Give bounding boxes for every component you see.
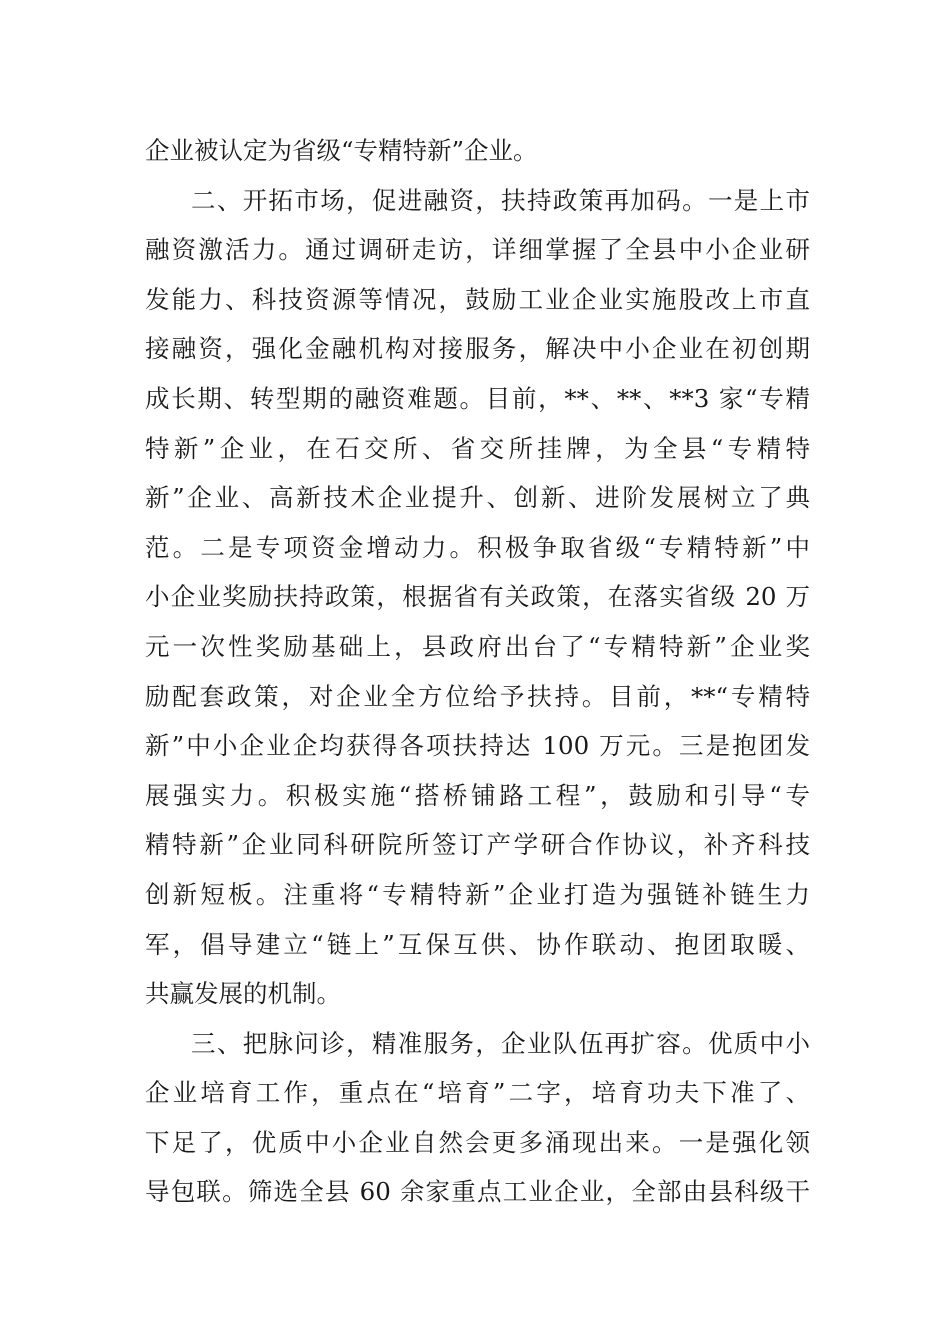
paragraph-2 bbox=[145, 1019, 810, 1217]
text-line: 导包联。筛选全县 60 余家重点工业企业，全部由县科级干 bbox=[145, 1177, 810, 1207]
text-line: 发能力、科技资源等情况，鼓励工业企业实施股改上市直 bbox=[145, 284, 810, 314]
text-line: 励配套政策，对企业全方位给予扶持。目前，**“专精特 bbox=[145, 681, 810, 711]
text-line: 创新短板。注重将“专精特新”企业打造为强链补链生力 bbox=[145, 879, 810, 909]
text-line: 融资激活力。通过调研走访，详细掌握了全县中小企业研 bbox=[145, 235, 810, 265]
text-line: 企业培育工作，重点在“培育”二字，培育功夫下准了、 bbox=[145, 1078, 810, 1108]
text-line: 共赢发展的机制。 bbox=[145, 979, 341, 1009]
paragraph-0 bbox=[145, 126, 810, 176]
text-line: 特新”企业，在石交所、省交所挂牌，为全县“专精特 bbox=[145, 433, 810, 463]
text-line: 下足了，优质中小企业自然会更多涌现出来。一是强化领 bbox=[145, 1127, 810, 1157]
text-line: 新”中小企业企均获得各项扶持达 100 万元。三是抱团发 bbox=[145, 731, 810, 761]
paragraph-1 bbox=[145, 176, 810, 1019]
document-body bbox=[145, 126, 810, 1217]
text-line: 三、把脉问诊，精准服务，企业队伍再扩容。优质中小 bbox=[191, 1028, 810, 1058]
text-line: 二、开拓市场，促进融资，扶持政策再加码。一是上市 bbox=[191, 185, 810, 215]
text-line: 范。二是专项资金增动力。积极争取省级“专精特新”中 bbox=[145, 532, 810, 562]
text-line: 新”企业、高新技术企业提升、创新、进阶发展树立了典 bbox=[145, 483, 810, 513]
text-line: 元一次性奖励基础上，县政府出台了“专精特新”企业奖 bbox=[145, 631, 810, 661]
text-line: 企业被认定为省级“专精特新”企业。 bbox=[145, 136, 538, 165]
text-line: 精特新”企业同科研院所签订产学研合作协议，补齐科技 bbox=[145, 830, 810, 860]
text-line: 接融资，强化金融机构对接服务，解决中小企业在初创期 bbox=[145, 334, 810, 364]
text-line: 展强实力。积极实施“搭桥铺路工程”，鼓励和引导“专 bbox=[145, 780, 810, 810]
text-line: 成长期、转型期的融资难题。目前，**、**、**3 家“专精 bbox=[145, 383, 810, 413]
text-line: 小企业奖励扶持政策，根据省有关政策，在落实省级 20 万 bbox=[145, 582, 810, 612]
text-line: 军，倡导建立“链上”互保互供、协作联动、抱团取暖、 bbox=[145, 929, 810, 959]
